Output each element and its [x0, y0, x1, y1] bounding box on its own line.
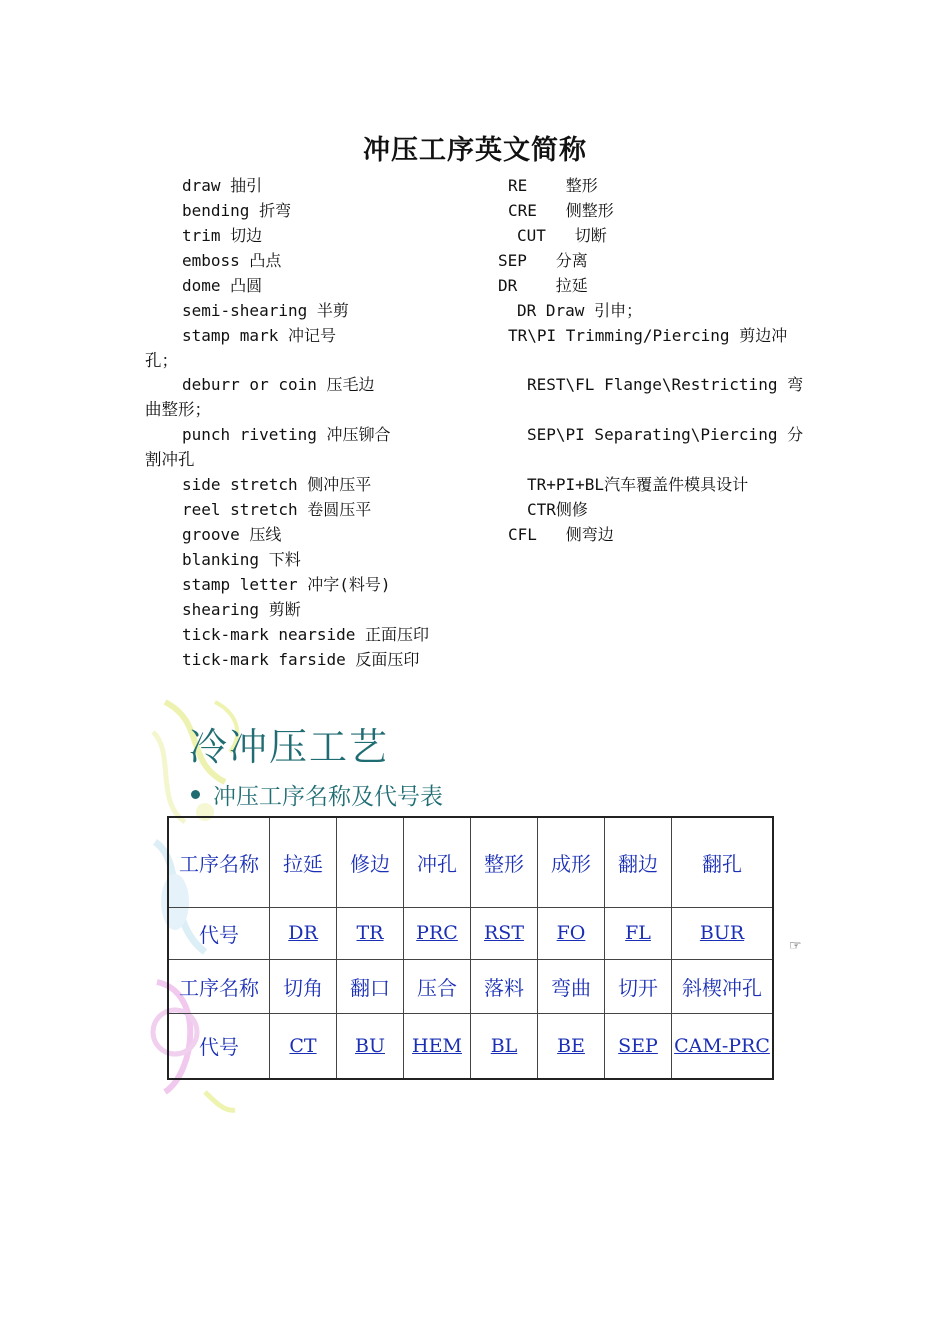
table-row: [168, 959, 773, 1013]
abbr-cfl: CFL 侧弯边: [508, 525, 614, 544]
process-name: 拉延: [270, 817, 337, 907]
abbr-ctr: CTR侧修: [527, 500, 588, 519]
process-name: 成形: [538, 817, 605, 907]
code-link[interactable]: FL: [605, 907, 672, 959]
code-link[interactable]: CT: [270, 1013, 337, 1079]
table-row: [168, 907, 773, 959]
embedded-slide: [145, 692, 805, 1132]
row-label: 工序名称: [168, 959, 270, 1013]
term-shearing: shearing 剪断: [182, 600, 301, 619]
wrap-continuation-3: 割冲孔: [145, 450, 195, 469]
process-name: 翻边: [605, 817, 672, 907]
process-name: 冲孔: [404, 817, 471, 907]
code-link[interactable]: CAM-PRC: [672, 1013, 774, 1079]
process-name: 斜楔冲孔: [672, 959, 774, 1013]
term-bending: bending 折弯: [182, 201, 292, 220]
code-link[interactable]: TR: [337, 907, 404, 959]
term-stamp-letter: stamp letter 冲字(料号): [182, 575, 391, 594]
term-reel-stretch: reel stretch 卷圆压平: [182, 500, 372, 519]
term-tick-mark-farside: tick-mark farside 反面压印: [182, 650, 420, 669]
row-label: 代号: [168, 907, 270, 959]
document-title: 冲压工序英文简称: [363, 135, 587, 166]
row-label: 工序名称: [168, 817, 270, 907]
code-link[interactable]: SEP: [605, 1013, 672, 1079]
term-draw: draw 抽引: [182, 176, 263, 195]
abbr-rest-fl: REST\FL Flange\Restricting 弯: [527, 375, 804, 394]
slide-bullet: 冲压工序名称及代号表: [213, 784, 443, 810]
abbr-cut: CUT 切断: [517, 226, 607, 245]
process-name: 落料: [471, 959, 538, 1013]
term-side-stretch: side stretch 侧冲压平: [182, 475, 372, 494]
row-label: 代号: [168, 1013, 270, 1079]
process-name: 修边: [337, 817, 404, 907]
term-semi-shearing: semi-shearing 半剪: [182, 301, 349, 320]
code-link[interactable]: BU: [337, 1013, 404, 1079]
term-dome: dome 凸圆: [182, 276, 263, 295]
abbr-tr-pi: TR\PI Trimming/Piercing 剪边冲: [508, 326, 788, 345]
process-name: 切角: [270, 959, 337, 1013]
abbr-re: RE 整形: [508, 176, 598, 195]
term-stamp-mark: stamp mark 冲记号: [182, 326, 336, 345]
term-punch-riveting: punch riveting 冲压铆合: [182, 425, 391, 444]
process-code-table: [167, 816, 774, 1080]
abbr-dr: DR 拉延: [498, 276, 588, 295]
code-link[interactable]: PRC: [404, 907, 471, 959]
term-trim: trim 切边: [182, 226, 263, 245]
term-deburr: deburr or coin 压毛边: [182, 375, 375, 394]
bullet-dot: [191, 790, 200, 799]
process-name: 压合: [404, 959, 471, 1013]
code-link[interactable]: BUR: [672, 907, 774, 959]
abbr-tr-pi-bl: TR+PI+BL汽车覆盖件模具设计: [527, 475, 749, 494]
process-name: 翻孔: [672, 817, 774, 907]
term-blanking: blanking 下料: [182, 550, 301, 569]
process-name: 切开: [605, 959, 672, 1013]
abbr-dr-draw: DR Draw 引申；: [517, 301, 643, 320]
abbr-sep: SEP 分离: [498, 251, 588, 270]
process-name: 弯曲: [538, 959, 605, 1013]
code-link[interactable]: BE: [538, 1013, 605, 1079]
table-row: [168, 1013, 773, 1079]
process-name: 翻口: [337, 959, 404, 1013]
table-row: [168, 817, 773, 907]
code-link[interactable]: RST: [471, 907, 538, 959]
term-groove: groove 压线: [182, 525, 282, 544]
code-link[interactable]: BL: [471, 1013, 538, 1079]
slide-title: 冷冲压工艺: [189, 725, 390, 769]
code-link[interactable]: FO: [538, 907, 605, 959]
wrap-continuation-2: 曲整形；: [145, 400, 211, 419]
process-name: 整形: [471, 817, 538, 907]
code-link[interactable]: DR: [270, 907, 337, 959]
code-link[interactable]: HEM: [404, 1013, 471, 1079]
term-emboss: emboss 凸点: [182, 251, 282, 270]
abbr-sep-pi: SEP\PI Separating\Piercing 分: [527, 425, 804, 444]
abbr-cre: CRE 侧整形: [508, 201, 614, 220]
term-tick-mark-nearside: tick-mark nearside 正面压印: [182, 625, 430, 644]
wrap-continuation-1: 孔；: [145, 351, 178, 370]
hand-pointer-icon: ☞: [789, 938, 802, 954]
